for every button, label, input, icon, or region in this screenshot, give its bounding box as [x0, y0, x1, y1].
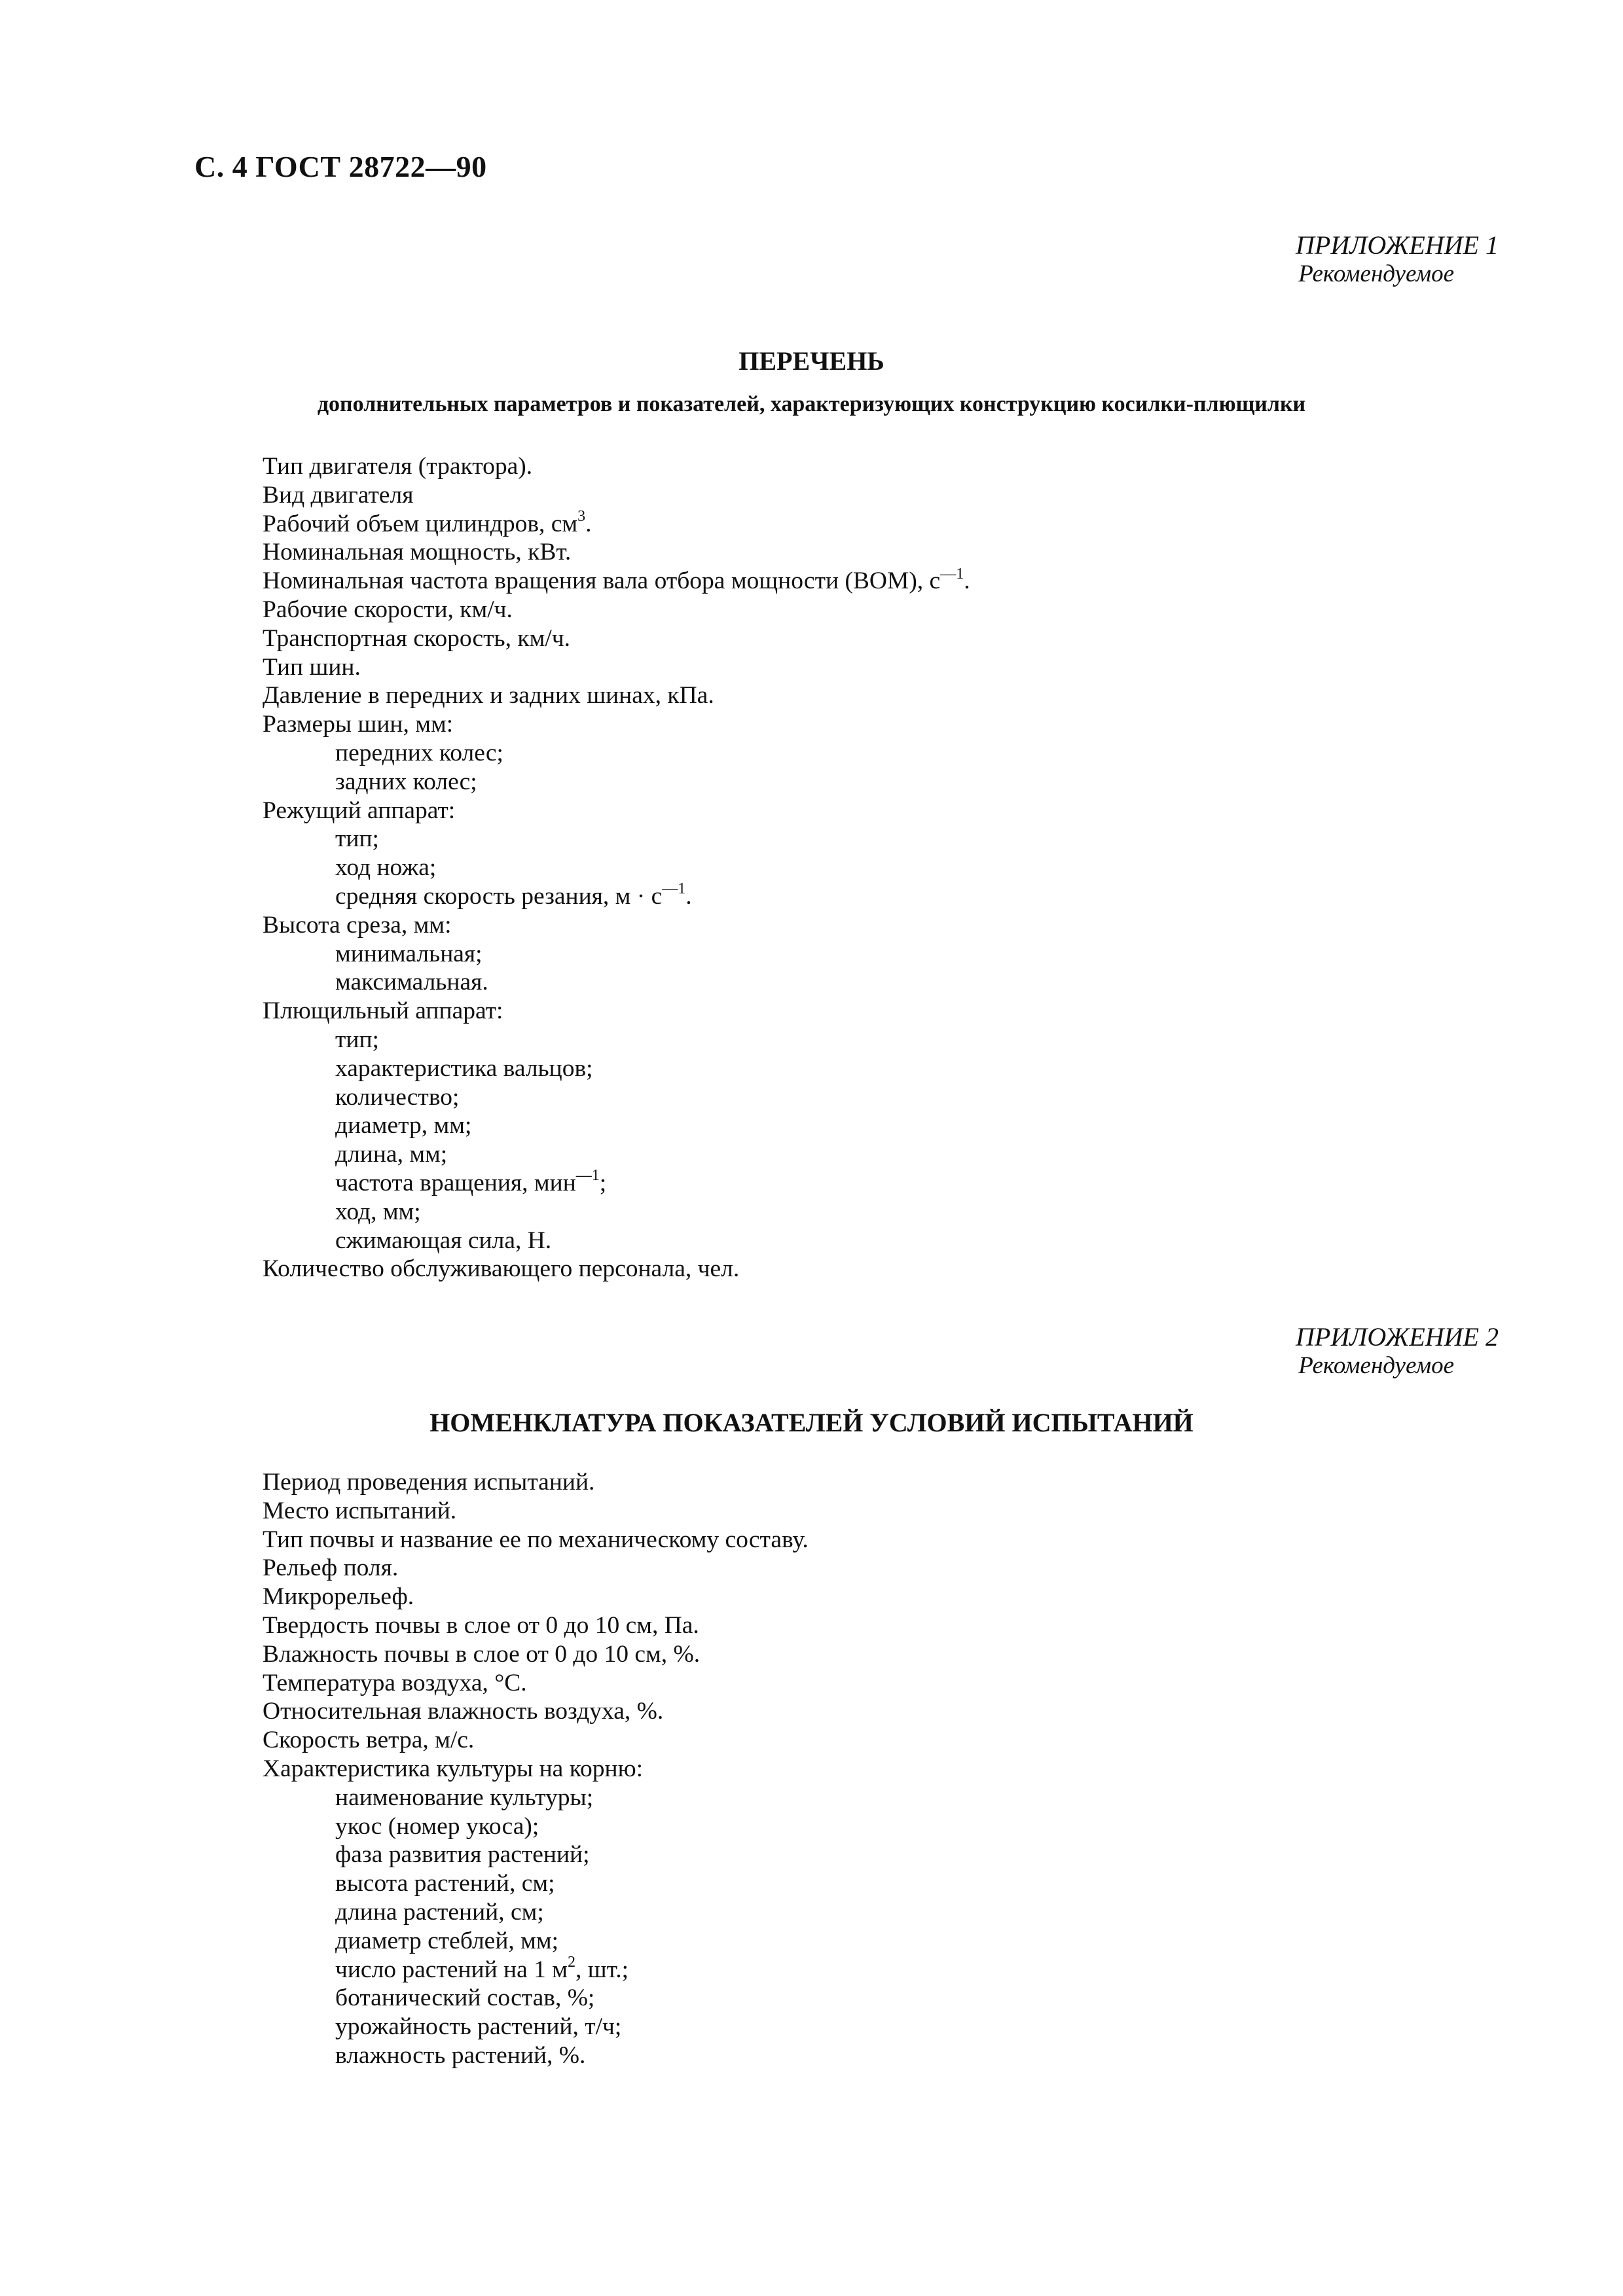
list-item-text: Характеристика культуры на корню:	[263, 1755, 644, 1782]
list-item-superscript: 2	[568, 1954, 576, 1971]
list-item-text: диаметр, мм;	[335, 1112, 472, 1139]
list-item-text: Тип шин.	[263, 653, 361, 681]
list-item-text: Плющильный аппарат:	[263, 997, 503, 1025]
list-item	[263, 710, 970, 739]
list-item-text: Рабочий объем цилиндров, см	[263, 510, 578, 537]
list-item-text: ход ножа;	[335, 854, 437, 882]
list-item-text: Тип двигателя (трактора).	[263, 453, 533, 480]
list-item-text: Размеры шин, мм:	[263, 711, 454, 738]
list-item-text: длина растений, см;	[335, 1898, 544, 1926]
list-item-text: Высота среза, мм:	[263, 911, 452, 939]
list-item-text: влажность растений, %.	[335, 2041, 586, 2069]
list-item-text: тип;	[335, 825, 379, 853]
list-item	[263, 1755, 809, 1784]
appendix-2-conditions-list	[263, 1468, 809, 2070]
list-item-superscript: —1	[575, 1167, 600, 1185]
list-item	[263, 1812, 809, 1841]
appendix-1-parameter-list	[263, 452, 970, 1283]
list-item-text: ботанический состав, %;	[335, 1984, 595, 2012]
list-item-text: Количество обслуживающего персонала, чел.	[263, 1255, 740, 1283]
list-item-text: урожайность растений, т/ч;	[335, 2013, 622, 2041]
list-item	[263, 968, 970, 997]
list-item-text: укос (номер укоса);	[335, 1812, 539, 1840]
list-item	[263, 1784, 809, 1812]
list-item-text: Режущий аппарат:	[263, 797, 456, 824]
list-item-text: Микрорельеф.	[263, 1583, 414, 1611]
list-item	[263, 768, 970, 797]
list-item	[263, 1554, 809, 1583]
page-header: С. 4 ГОСТ 28722—90	[194, 150, 487, 183]
list-item-text: Рабочие скорости, км/ч.	[263, 596, 513, 623]
list-item	[263, 1526, 809, 1554]
list-item	[263, 1026, 970, 1054]
list-item-text: Температура воздуха, °С.	[263, 1669, 527, 1696]
list-item	[263, 1497, 809, 1526]
list-item	[263, 596, 970, 624]
list-item-suffix: .	[964, 567, 970, 595]
list-item-text: Номинальная частота вращения вала отбора мощности (ВОМ), с	[263, 567, 941, 595]
list-item	[263, 1198, 970, 1227]
list-item	[263, 997, 970, 1026]
list-item	[263, 1054, 970, 1083]
list-item-text: характеристика вальцов;	[335, 1054, 593, 1082]
list-item-text: диаметр стеблей, мм;	[335, 1927, 559, 1954]
list-item	[263, 510, 970, 539]
list-item-superscript: —1	[940, 565, 964, 583]
list-item-text: Скорость ветра, м/с.	[263, 1727, 475, 1754]
appendix-2-label-block	[1296, 1322, 1499, 1380]
list-item	[263, 1227, 970, 1255]
list-item	[263, 1468, 809, 1497]
list-item	[263, 1255, 970, 1283]
list-item-text: Относительная влажность воздуха, %.	[263, 1698, 664, 1725]
list-item	[263, 1726, 809, 1755]
list-item-text: Вид двигателя	[263, 481, 414, 509]
list-item-text: наименование культуры;	[335, 1784, 594, 1811]
list-item	[263, 538, 970, 567]
appendix-2-note: Рекомендуемое	[1298, 1352, 1454, 1379]
appendix-1-label-block	[1296, 230, 1499, 289]
list-item-text: ход, мм;	[335, 1198, 421, 1225]
list-item	[263, 940, 970, 969]
list-item	[263, 1583, 809, 1611]
list-item	[263, 1083, 970, 1112]
appendix-1-label: ПРИЛОЖЕНИЕ 1	[1296, 230, 1499, 260]
appendix-2-title: НОМЕНКЛАТУРА ПОКАЗАТЕЛЕЙ УСЛОВИЙ ИСПЫТАНИЙ	[429, 1408, 1194, 1437]
list-item-text: Период проведения испытаний.	[263, 1469, 595, 1496]
list-item	[263, 1140, 970, 1169]
list-item	[263, 653, 970, 682]
list-item	[263, 911, 970, 940]
list-item-suffix: , шт.;	[575, 1956, 629, 1983]
list-item-suffix: .	[685, 882, 692, 910]
list-item-text: Номинальная мощность, кВт.	[263, 539, 572, 566]
list-item-suffix: ;	[599, 1169, 607, 1196]
list-item-text: частота вращения, мин	[335, 1169, 576, 1196]
list-item-text: фаза развития растений;	[335, 1841, 590, 1869]
appendix-1-note: Рекомендуемое	[1298, 260, 1454, 287]
list-item-text: Влажность почвы в слое от 0 до 10 см, %.	[263, 1640, 701, 1668]
appendix-1-subtitle: дополнительных параметров и показателей, характеризующих конструкцию косилки-плющилки	[317, 392, 1306, 416]
list-item-text: Давление в передних и задних шинах, кПа.	[263, 682, 714, 709]
list-item-text: длина, мм;	[335, 1141, 448, 1168]
list-item	[263, 567, 970, 596]
list-item-text: высота растений, см;	[335, 1870, 555, 1897]
list-item-text: Твердость почвы в слое от 0 до 10 см, Па.	[263, 1611, 699, 1639]
list-item-superscript: 3	[577, 508, 586, 526]
list-item-text: сжимающая сила, Н.	[335, 1227, 552, 1254]
list-item-text: тип;	[335, 1026, 379, 1053]
list-item	[263, 1669, 809, 1698]
list-item	[263, 853, 970, 882]
list-item-suffix: .	[585, 510, 592, 537]
list-item-text: число растений на 1 м	[335, 1956, 568, 1983]
list-item	[263, 1611, 809, 1640]
appendix-1-title: ПЕРЕЧЕНЬ	[739, 346, 884, 376]
list-item	[263, 1984, 809, 2013]
list-item	[263, 1869, 809, 1898]
list-item	[263, 1927, 809, 1956]
list-item	[263, 882, 970, 911]
appendix-2-label: ПРИЛОЖЕНИЕ 2	[1296, 1322, 1499, 1352]
list-item-text: минимальная;	[335, 940, 483, 967]
list-item-text: Место испытаний.	[263, 1497, 457, 1524]
list-item	[263, 797, 970, 825]
list-item-text: Транспортная скорость, км/ч.	[263, 624, 571, 652]
list-item	[263, 452, 970, 481]
list-item	[263, 2013, 809, 2041]
list-item-text: максимальная.	[335, 969, 488, 996]
list-item	[263, 1956, 809, 1984]
list-item	[263, 624, 970, 653]
list-item-text: передних колес;	[335, 739, 503, 766]
list-item	[263, 1640, 809, 1669]
list-item	[263, 481, 970, 510]
list-item	[263, 1697, 809, 1726]
list-item	[263, 1111, 970, 1140]
list-item	[263, 2041, 809, 2070]
list-item	[263, 739, 970, 768]
list-item	[263, 1840, 809, 1869]
list-item-text: задних колес;	[335, 768, 477, 795]
list-item-text: Рельеф поля.	[263, 1554, 399, 1582]
list-item-text: средняя скорость резания, м · с	[335, 882, 663, 910]
list-item	[263, 1898, 809, 1927]
list-item-text: количество;	[335, 1083, 460, 1111]
list-item	[263, 681, 970, 710]
list-item	[263, 1169, 970, 1198]
list-item-text: Тип почвы и название ее по механическому составу.	[263, 1526, 809, 1553]
list-item-superscript: —1	[662, 880, 686, 898]
list-item	[263, 825, 970, 853]
